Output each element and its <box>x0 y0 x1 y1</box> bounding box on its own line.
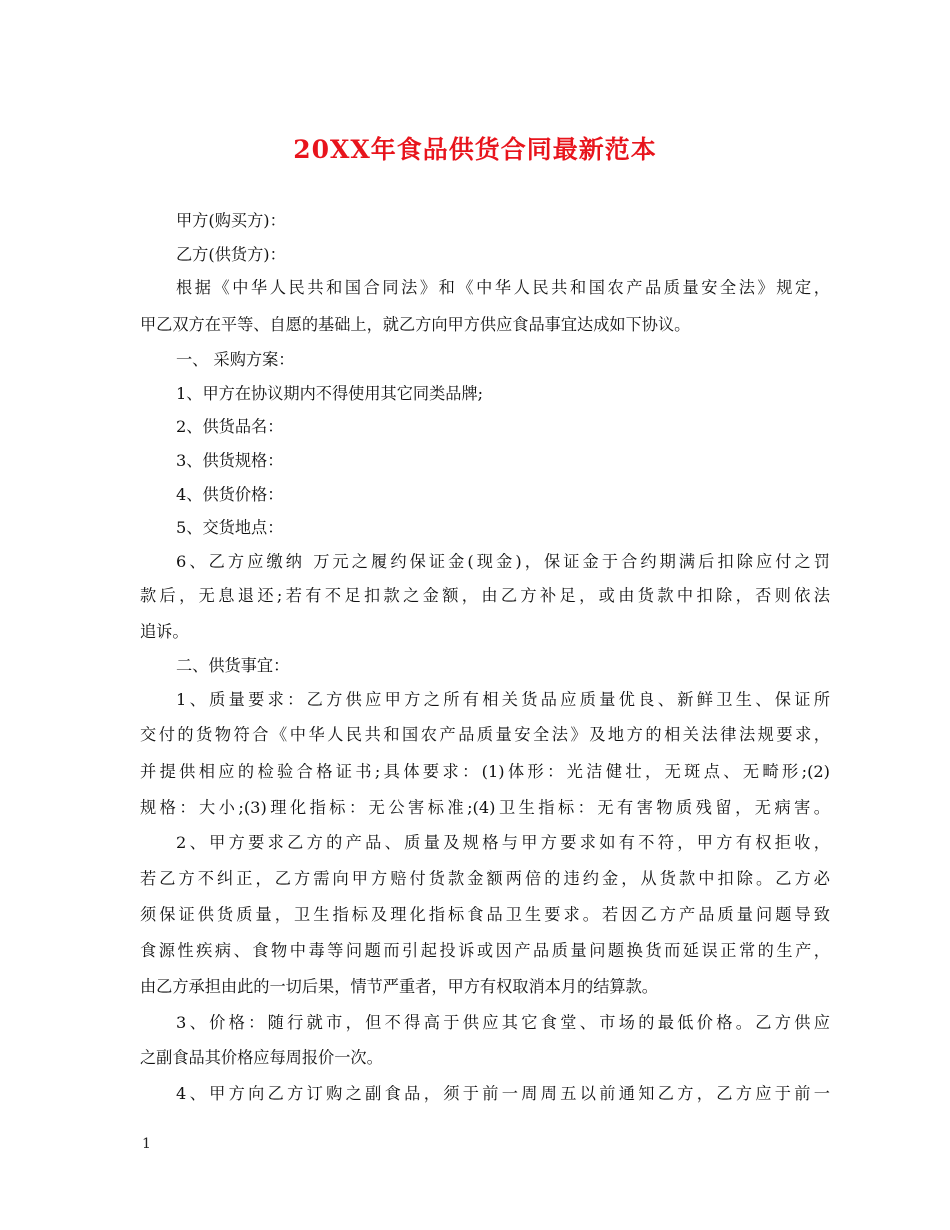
clause-line: 1、甲方在协议期内不得使用其它同类品牌; <box>176 384 484 403</box>
page-number: 1 <box>142 1136 151 1152</box>
clause-line: 5、交货地点： <box>176 518 284 537</box>
clause-line: 款后，无息退还;若有不足扣款之金额，由乙方补足，或由货款中扣除，否则依法 <box>140 586 830 605</box>
clause-line: 追诉。 <box>140 622 189 641</box>
clause-line: 4、甲方向乙方订购之副食品，须于前一周周五以前通知乙方，乙方应于前一 <box>176 1084 830 1103</box>
clause-line: 须保证供货质量，卫生指标及理化指标食品卫生要求。若因乙方产品质量问题导致 <box>140 905 830 924</box>
clause-line: 并提供相应的检验合格证书;具体要求：(1)体形：光洁健壮，无斑点、无畸形;(2) <box>140 762 830 781</box>
clause-line: 6、乙方应缴纳 万元之履约保证金(现金)，保证金于合约期满后扣除应付之罚 <box>176 552 830 571</box>
section-heading: 一、 采购方案： <box>176 350 295 369</box>
paragraph-line: 甲乙双方在平等、自愿的基础上，就乙方向甲方供应食品事宜达成如下协议。 <box>140 315 691 334</box>
clause-line: 规格：大小;(3)理化指标：无公害标准;(4)卫生指标：无有害物质残留，无病害。 <box>140 798 830 817</box>
clause-line: 食源性疾病、食物中毒等问题而引起投诉或因产品质量问题换货而延误正常的生产， <box>140 941 830 960</box>
clause-line: 4、供货价格： <box>176 485 284 504</box>
clause-line: 由乙方承担由此的一切后果，情节严重者，甲方有权取消本月的结算款。 <box>140 977 658 996</box>
clause-line: 2、供货品名： <box>176 417 284 436</box>
clause-line: 之副食品其价格应每周报价一次。 <box>140 1048 383 1067</box>
document-title: 20XX年食品供货合同最新范本 <box>293 135 657 164</box>
clause-line: 3、价格：随行就市，但不得高于供应其它食堂、市场的最低价格。乙方供应 <box>176 1013 830 1032</box>
clause-line: 3、供货规格： <box>176 451 284 470</box>
clause-line: 2、甲方要求乙方的产品、质量及规格与甲方要求如有不符，甲方有权拒收， <box>176 833 830 852</box>
clause-line: 若乙方不纠正，乙方需向甲方赔付货款金额两倍的违约金，从货款中扣除。乙方必 <box>140 869 830 888</box>
paragraph-line: 根据《中华人民共和国合同法》和《中华人民共和国农产品质量安全法》规定， <box>176 278 830 297</box>
section-heading: 二、供货事宜： <box>176 656 290 675</box>
party-a-line: 甲方(购买方)： <box>176 211 286 230</box>
party-b-line: 乙方(供货方)： <box>176 245 286 264</box>
clause-line: 1、质量要求：乙方供应甲方之所有相关货品应质量优良、新鲜卫生、保证所 <box>176 690 830 709</box>
clause-line: 交付的货物符合《中华人民共和国农产品质量安全法》及地方的相关法律法规要求， <box>140 725 830 744</box>
